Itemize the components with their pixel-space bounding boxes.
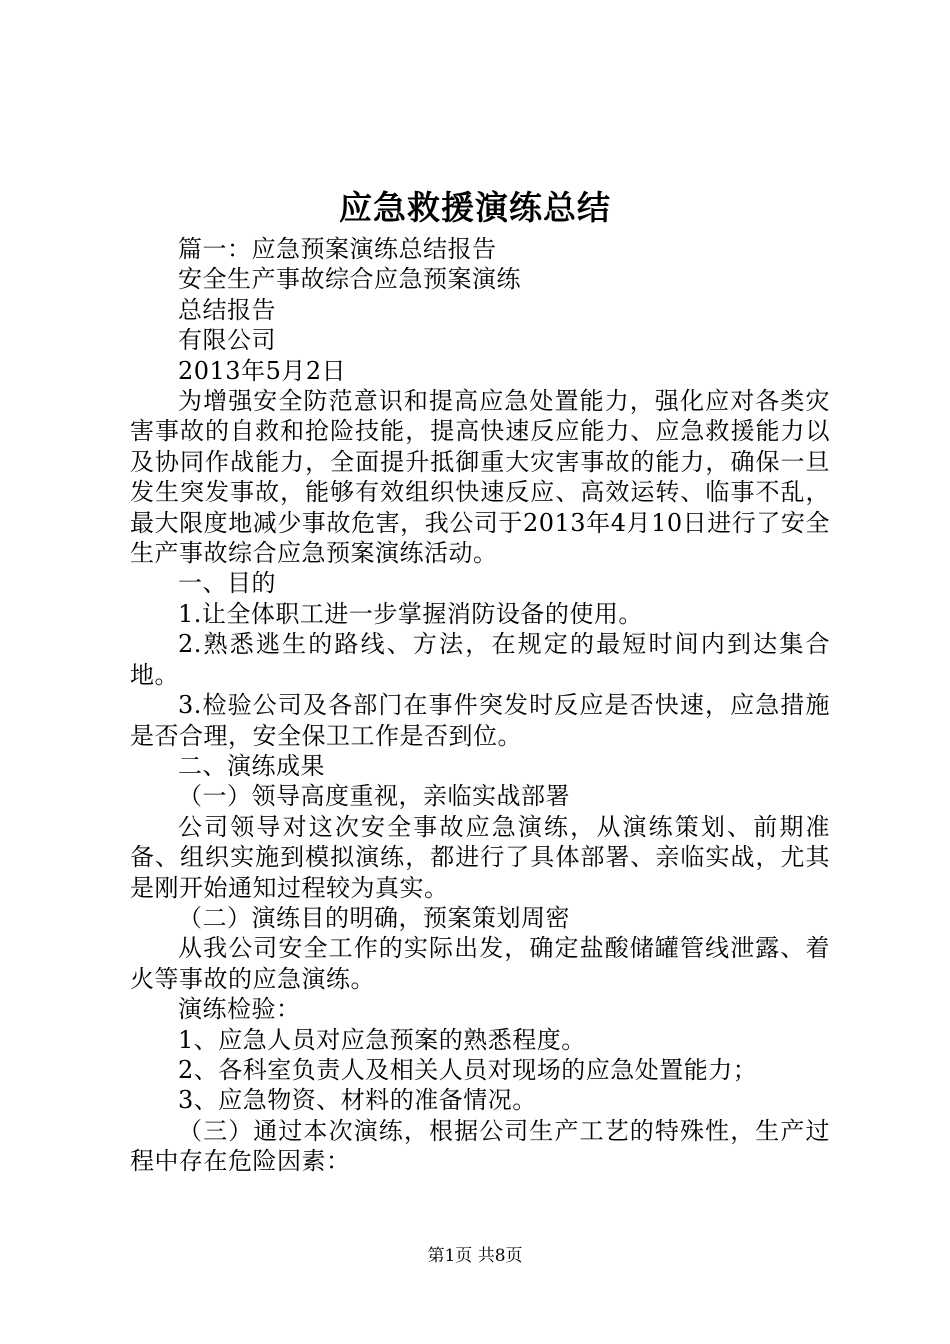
section-heading: 一、目的	[178, 569, 276, 598]
subsection-heading: （二）演练目的明确，预案策划周密	[178, 903, 570, 932]
paragraph: 安全生产事故综合应急预案演练	[178, 265, 521, 294]
subsection-heading: （三）通过本次演练，根据公司生产工艺的特殊性，生产过程中存在危险因素：	[130, 1116, 830, 1176]
subsection-heading: （一）领导高度重视，亲临实战部署	[178, 782, 570, 811]
list-item: 3、应急物资、材料的准备情况。	[178, 1086, 537, 1115]
page-footer: 第1页 共8页	[427, 1246, 523, 1266]
list-item: 3.检验公司及各部门在事件突发时反应是否快速，应急措施是否合理，安全保卫工作是否到位。	[130, 691, 830, 750]
paragraph: 有限公司	[178, 326, 276, 355]
list-item: 2.熟悉逃生的路线、方法，在规定的最短时间内到达集合地。	[130, 630, 830, 689]
list-item: 1、应急人员对应急预案的熟悉程度。	[178, 1025, 586, 1054]
section-heading: 二、演练成果	[178, 751, 325, 780]
paragraph: 演练检验：	[178, 995, 301, 1024]
list-item: 2、各科室负责人及相关人员对现场的应急处置能力；	[178, 1055, 758, 1084]
document-title: 应急救援演练总结	[339, 188, 611, 227]
list-item: 1.让全体职工进一步掌握消防设备的使用。	[178, 599, 643, 628]
document-body	[130, 234, 830, 1177]
paragraph: 总结报告	[178, 295, 276, 324]
paragraph: 为增强安全防范意识和提高应急处置能力，强化应对各类灾害事故的自救和抢险技能，提高快速反应能力、应急救援能力以及协同作战能力，全面提升抵御重大灾害事故的能力，确保一旦发生突发事故，能够有效组织快速反应、高效运转、临事不乱，最大限度地减少事故危害，我公司于2013年4月10日进行了安全生产事故综合应急预案演练活动。	[130, 387, 830, 568]
paragraph: 公司领导对这次安全事故应急演练，从演练策划、前期准备、组织实施到模拟演练，都进行了具体部署、亲临实战，尤其是刚开始通知过程较为真实。	[130, 812, 830, 902]
paragraph: 从我公司安全工作的实际出发，确定盐酸储罐管线泄露、着火等事故的应急演练。	[130, 934, 830, 993]
paragraph: 篇一：应急预案演练总结报告	[178, 235, 497, 263]
paragraph: 2013年5月2日	[178, 356, 347, 385]
